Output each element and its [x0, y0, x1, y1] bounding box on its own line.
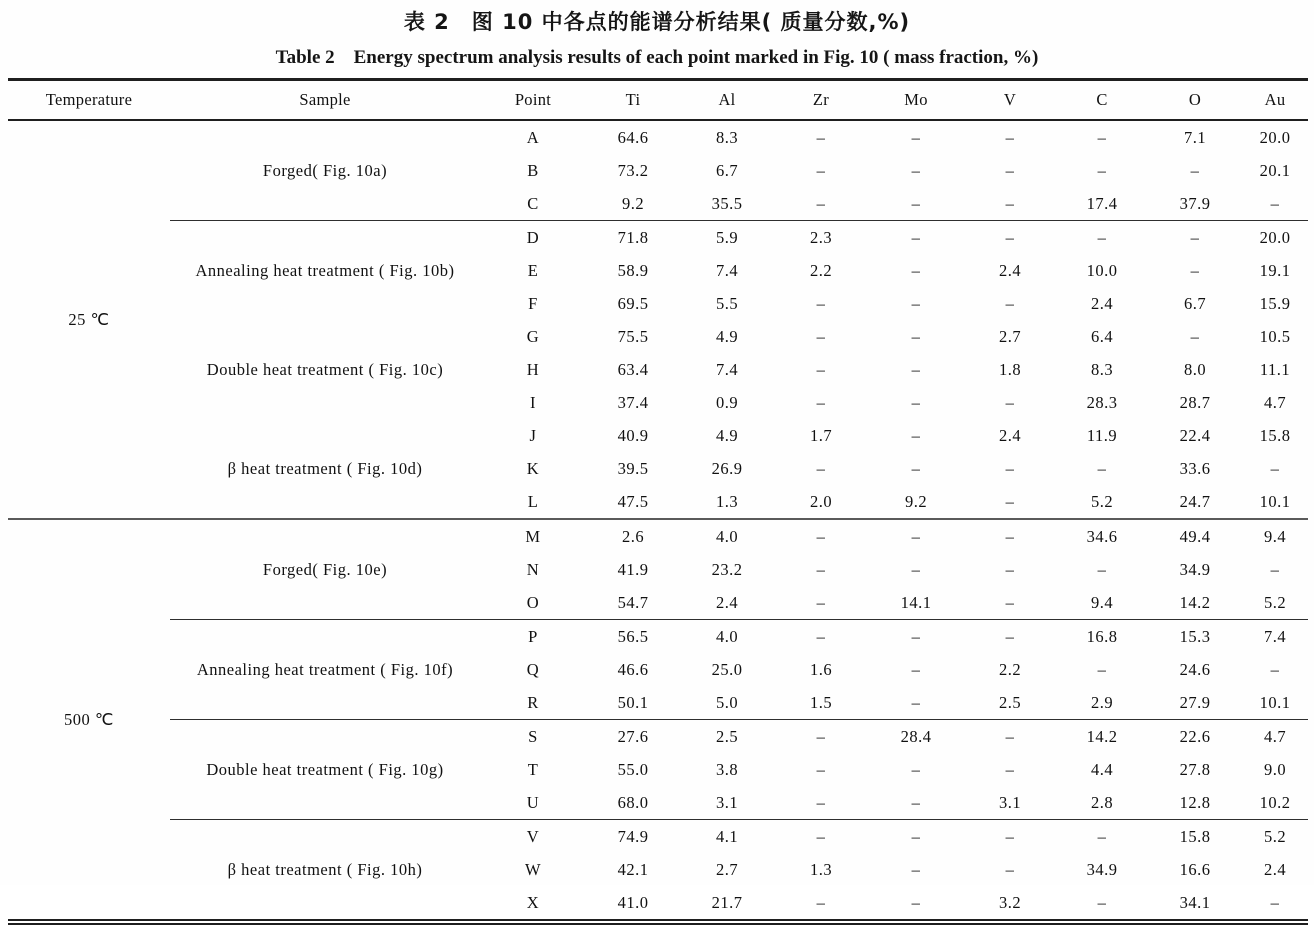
- column-header-al: Al: [680, 80, 774, 121]
- value-cell: 3.1: [715, 792, 739, 812]
- point-cell: D: [480, 221, 586, 255]
- value-cell: –: [1270, 892, 1280, 912]
- value-cell: –: [911, 425, 921, 445]
- temperature-cell: 25 ℃: [68, 309, 110, 329]
- value-cell: 10.1: [1259, 491, 1291, 511]
- value-cell: 16.6: [1179, 859, 1211, 879]
- value-cell: 10.5: [1259, 326, 1291, 346]
- column-header-mo: Mo: [868, 80, 964, 121]
- value-cell: 37.9: [1179, 193, 1211, 213]
- value-cell: 22.4: [1179, 425, 1211, 445]
- value-cell: 2.4: [998, 425, 1022, 445]
- value-cell: –: [911, 260, 921, 280]
- value-cell: 2.8: [1090, 792, 1114, 812]
- value-cell: –: [1097, 458, 1107, 478]
- point-cell: B: [527, 160, 539, 180]
- point-cell: S: [480, 720, 586, 754]
- value-cell: 27.6: [586, 720, 680, 754]
- value-cell: 16.8: [1056, 620, 1148, 654]
- column-header-c: C: [1056, 80, 1148, 121]
- point-cell: A: [526, 127, 540, 147]
- value-cell: 5.9: [680, 221, 774, 255]
- value-cell: 9.4: [1242, 519, 1308, 553]
- value-cell: 26.9: [711, 458, 743, 478]
- value-cell: 6.4: [1090, 326, 1114, 346]
- value-cell: –: [911, 160, 921, 180]
- point-cell: J: [529, 425, 537, 445]
- value-cell: 7.4: [1242, 620, 1308, 654]
- value-cell: –: [964, 620, 1056, 654]
- value-cell: –: [1056, 820, 1148, 854]
- value-cell: 40.9: [617, 425, 649, 445]
- table-row: [8, 620, 1308, 654]
- value-cell: 34.9: [1086, 859, 1118, 879]
- value-cell: –: [964, 820, 1056, 854]
- value-cell: 54.7: [617, 592, 649, 612]
- column-header-zr: Zr: [774, 80, 868, 121]
- point-cell: I: [530, 392, 536, 412]
- value-cell: 4.4: [1090, 759, 1114, 779]
- value-cell: 35.5: [711, 193, 743, 213]
- value-cell: 19.1: [1259, 260, 1291, 280]
- sample-cell: Annealing heat treatment ( Fig. 10f): [170, 620, 480, 720]
- value-cell: 1.3: [809, 859, 833, 879]
- value-cell: 2.4: [1090, 293, 1114, 313]
- point-cell: U: [526, 792, 540, 812]
- value-cell: 1.5: [809, 692, 833, 712]
- value-cell: 12.8: [1179, 792, 1211, 812]
- value-cell: –: [1005, 193, 1015, 213]
- value-cell: 9.2: [904, 491, 928, 511]
- value-cell: 14.2: [1056, 720, 1148, 754]
- sample-cell: Double heat treatment ( Fig. 10g): [170, 720, 480, 820]
- point-cell: W: [524, 859, 542, 879]
- value-cell: 10.2: [1259, 792, 1291, 812]
- value-cell: 1.7: [809, 425, 833, 445]
- value-cell: –: [1005, 127, 1015, 147]
- value-cell: –: [911, 127, 921, 147]
- value-cell: 15.9: [1259, 293, 1291, 313]
- value-cell: –: [1005, 392, 1015, 412]
- table-row: [8, 320, 1308, 353]
- sample-cell: β heat treatment ( Fig. 10h): [170, 820, 480, 923]
- value-cell: 55.0: [617, 759, 649, 779]
- value-cell: 28.3: [1086, 392, 1118, 412]
- value-cell: –: [1005, 759, 1015, 779]
- value-cell: –: [868, 221, 964, 255]
- value-cell: –: [1148, 221, 1242, 255]
- sample-cell: Forged( Fig. 10e): [170, 519, 480, 620]
- point-cell: Q: [526, 659, 540, 679]
- value-cell: 3.1: [998, 792, 1022, 812]
- value-cell: 17.4: [1086, 193, 1118, 213]
- column-header-ti: Ti: [586, 80, 680, 121]
- temperature-cell: 500 ℃: [8, 519, 170, 922]
- point-cell: T: [527, 759, 539, 779]
- value-cell: –: [1270, 659, 1280, 679]
- value-cell: –: [1005, 592, 1015, 612]
- value-cell: 34.9: [1179, 559, 1211, 579]
- value-cell: 46.6: [617, 659, 649, 679]
- value-cell: 75.5: [617, 326, 649, 346]
- value-cell: 63.4: [617, 359, 649, 379]
- value-cell: –: [911, 359, 921, 379]
- value-cell: 15.8: [1148, 820, 1242, 854]
- value-cell: 7.4: [715, 359, 739, 379]
- value-cell: 1.8: [998, 359, 1022, 379]
- value-cell: –: [911, 692, 921, 712]
- value-cell: 23.2: [711, 559, 743, 579]
- value-cell: 11.9: [1086, 425, 1118, 445]
- value-cell: 20.0: [1242, 221, 1308, 255]
- value-cell: –: [1270, 193, 1280, 213]
- value-cell: 21.7: [711, 892, 743, 912]
- value-cell: –: [911, 892, 921, 912]
- value-cell: 2.5: [680, 720, 774, 754]
- value-cell: 9.0: [1263, 759, 1287, 779]
- column-header-sample: Sample: [170, 80, 480, 121]
- value-cell: 2.0: [809, 491, 833, 511]
- value-cell: 58.9: [617, 260, 649, 280]
- point-cell: K: [526, 458, 540, 478]
- value-cell: –: [774, 720, 868, 754]
- value-cell: 4.1: [680, 820, 774, 854]
- value-cell: –: [816, 458, 826, 478]
- value-cell: –: [816, 792, 826, 812]
- value-cell: 15.3: [1148, 620, 1242, 654]
- value-cell: 8.3: [715, 127, 739, 147]
- value-cell: –: [1097, 892, 1107, 912]
- table-row: [8, 419, 1308, 452]
- value-cell: –: [868, 820, 964, 854]
- point-cell: O: [526, 592, 540, 612]
- value-cell: 41.9: [617, 559, 649, 579]
- value-cell: –: [816, 326, 826, 346]
- value-cell: 49.4: [1148, 519, 1242, 553]
- point-cell: N: [526, 559, 540, 579]
- value-cell: 6.7: [715, 160, 739, 180]
- point-cell: E: [527, 260, 539, 280]
- value-cell: 2.5: [998, 692, 1022, 712]
- column-header-point: Point: [480, 80, 586, 121]
- value-cell: –: [1097, 559, 1107, 579]
- value-cell: –: [1190, 260, 1200, 280]
- value-cell: 42.1: [617, 859, 649, 879]
- value-cell: 34.1: [1179, 892, 1211, 912]
- value-cell: –: [816, 160, 826, 180]
- value-cell: –: [816, 559, 826, 579]
- value-cell: 2.7: [715, 859, 739, 879]
- value-cell: –: [816, 759, 826, 779]
- value-cell: 68.0: [617, 792, 649, 812]
- value-cell: 7.4: [715, 260, 739, 280]
- value-cell: –: [1270, 458, 1280, 478]
- value-cell: 2.9: [1090, 692, 1114, 712]
- value-cell: 27.9: [1179, 692, 1211, 712]
- value-cell: 5.2: [1090, 491, 1114, 511]
- value-cell: 33.6: [1179, 458, 1211, 478]
- value-cell: 4.9: [715, 425, 739, 445]
- value-cell: –: [1097, 160, 1107, 180]
- value-cell: 10.1: [1259, 692, 1291, 712]
- value-cell: 22.6: [1148, 720, 1242, 754]
- table-title-english: Table 2 Energy spectrum analysis results of each point marked in Fig. 10 ( mass fraction, %): [275, 47, 1039, 68]
- value-cell: 69.5: [617, 293, 649, 313]
- value-cell: 8.0: [1183, 359, 1207, 379]
- value-cell: 2.3: [774, 221, 868, 255]
- value-cell: 6.7: [1183, 293, 1207, 313]
- value-cell: –: [816, 293, 826, 313]
- sample-cell: β heat treatment ( Fig. 10d): [227, 458, 423, 478]
- column-header-v: V: [964, 80, 1056, 121]
- value-cell: 28.4: [868, 720, 964, 754]
- value-cell: –: [911, 792, 921, 812]
- value-cell: –: [868, 519, 964, 553]
- value-cell: –: [774, 620, 868, 654]
- value-cell: 0.9: [715, 392, 739, 412]
- value-cell: 2.4: [715, 592, 739, 612]
- point-cell: F: [528, 293, 538, 313]
- value-cell: –: [816, 892, 826, 912]
- value-cell: 5.2: [1242, 820, 1308, 854]
- value-cell: 20.0: [1259, 127, 1291, 147]
- value-cell: –: [1005, 293, 1015, 313]
- value-cell: –: [911, 659, 921, 679]
- point-cell: X: [526, 892, 540, 912]
- value-cell: 24.7: [1179, 491, 1211, 511]
- value-cell: –: [774, 820, 868, 854]
- point-cell: M: [480, 519, 586, 553]
- point-cell: C: [527, 193, 539, 213]
- value-cell: 7.1: [1183, 127, 1207, 147]
- value-cell: 5.5: [715, 293, 739, 313]
- value-cell: 28.7: [1179, 392, 1211, 412]
- point-cell: G: [526, 326, 540, 346]
- value-cell: 2.7: [998, 326, 1022, 346]
- value-cell: 1.3: [715, 491, 739, 511]
- column-header-au: Au: [1242, 80, 1308, 121]
- table-row: [8, 820, 1308, 854]
- table-title-chinese: 表 2 图 10 中各点的能谱分析结果( 质量分数,%): [403, 10, 911, 34]
- value-cell: –: [964, 720, 1056, 754]
- value-cell: –: [1005, 859, 1015, 879]
- value-cell: –: [911, 759, 921, 779]
- point-cell: H: [526, 359, 540, 379]
- value-cell: 74.9: [586, 820, 680, 854]
- value-cell: –: [964, 519, 1056, 553]
- point-cell: P: [480, 620, 586, 654]
- value-cell: –: [1097, 127, 1107, 147]
- value-cell: 14.2: [1179, 592, 1211, 612]
- table-row: [8, 720, 1308, 754]
- value-cell: 5.2: [1263, 592, 1287, 612]
- value-cell: 4.0: [680, 620, 774, 654]
- value-cell: 47.5: [617, 491, 649, 511]
- value-cell: –: [1190, 160, 1200, 180]
- value-cell: 34.6: [1056, 519, 1148, 553]
- value-cell: –: [816, 392, 826, 412]
- value-cell: 2.4: [1263, 859, 1287, 879]
- value-cell: –: [1097, 659, 1107, 679]
- table-row: [8, 519, 1308, 553]
- value-cell: 14.1: [900, 592, 932, 612]
- value-cell: 9.4: [1090, 592, 1114, 612]
- value-cell: –: [911, 559, 921, 579]
- value-cell: –: [964, 221, 1056, 255]
- value-cell: –: [868, 620, 964, 654]
- value-cell: 50.1: [617, 692, 649, 712]
- value-cell: 2.2: [998, 659, 1022, 679]
- value-cell: 41.0: [617, 892, 649, 912]
- value-cell: 71.8: [586, 221, 680, 255]
- value-cell: 25.0: [711, 659, 743, 679]
- value-cell: 3.8: [715, 759, 739, 779]
- value-cell: 24.6: [1179, 659, 1211, 679]
- column-header-temperature: Temperature: [8, 80, 170, 121]
- value-cell: 4.7: [1263, 392, 1287, 412]
- sample-cell: Annealing heat treatment ( Fig. 10b): [170, 221, 480, 321]
- value-cell: –: [911, 392, 921, 412]
- value-cell: 4.9: [715, 326, 739, 346]
- value-cell: –: [1005, 559, 1015, 579]
- point-cell: V: [480, 820, 586, 854]
- value-cell: –: [911, 458, 921, 478]
- value-cell: –: [1270, 559, 1280, 579]
- column-header-o: O: [1148, 80, 1242, 121]
- value-cell: –: [911, 859, 921, 879]
- value-cell: 1.6: [809, 659, 833, 679]
- sample-cell: Double heat treatment ( Fig. 10c): [206, 359, 444, 379]
- value-cell: 11.1: [1259, 359, 1291, 379]
- value-cell: –: [774, 519, 868, 553]
- value-cell: 37.4: [617, 392, 649, 412]
- value-cell: 8.3: [1090, 359, 1114, 379]
- value-cell: –: [911, 326, 921, 346]
- value-cell: –: [1190, 326, 1200, 346]
- value-cell: –: [1056, 221, 1148, 255]
- value-cell: 9.2: [621, 193, 645, 213]
- value-cell: 15.8: [1259, 425, 1291, 445]
- value-cell: 64.6: [617, 127, 649, 147]
- table-row: [8, 120, 1308, 154]
- value-cell: 20.1: [1259, 160, 1291, 180]
- value-cell: –: [1005, 458, 1015, 478]
- value-cell: 27.8: [1179, 759, 1211, 779]
- value-cell: –: [1005, 160, 1015, 180]
- table-row: [8, 221, 1308, 255]
- value-cell: 2.4: [998, 260, 1022, 280]
- value-cell: 2.6: [586, 519, 680, 553]
- value-cell: 10.0: [1086, 260, 1118, 280]
- sample-cell: Forged( Fig. 10a): [262, 160, 388, 180]
- energy-spectrum-table: [8, 78, 1308, 925]
- value-cell: 39.5: [617, 458, 649, 478]
- point-cell: L: [527, 491, 539, 511]
- value-cell: 3.2: [998, 892, 1022, 912]
- value-cell: –: [816, 193, 826, 213]
- value-cell: 73.2: [617, 160, 649, 180]
- value-cell: –: [816, 127, 826, 147]
- value-cell: 56.5: [586, 620, 680, 654]
- value-cell: –: [911, 293, 921, 313]
- value-cell: –: [911, 193, 921, 213]
- header-row: [8, 80, 1308, 121]
- value-cell: –: [1005, 491, 1015, 511]
- value-cell: 5.0: [715, 692, 739, 712]
- point-cell: R: [527, 692, 539, 712]
- value-cell: 4.0: [680, 519, 774, 553]
- value-cell: –: [816, 359, 826, 379]
- value-cell: 4.7: [1242, 720, 1308, 754]
- value-cell: –: [816, 592, 826, 612]
- value-cell: 2.2: [809, 260, 833, 280]
